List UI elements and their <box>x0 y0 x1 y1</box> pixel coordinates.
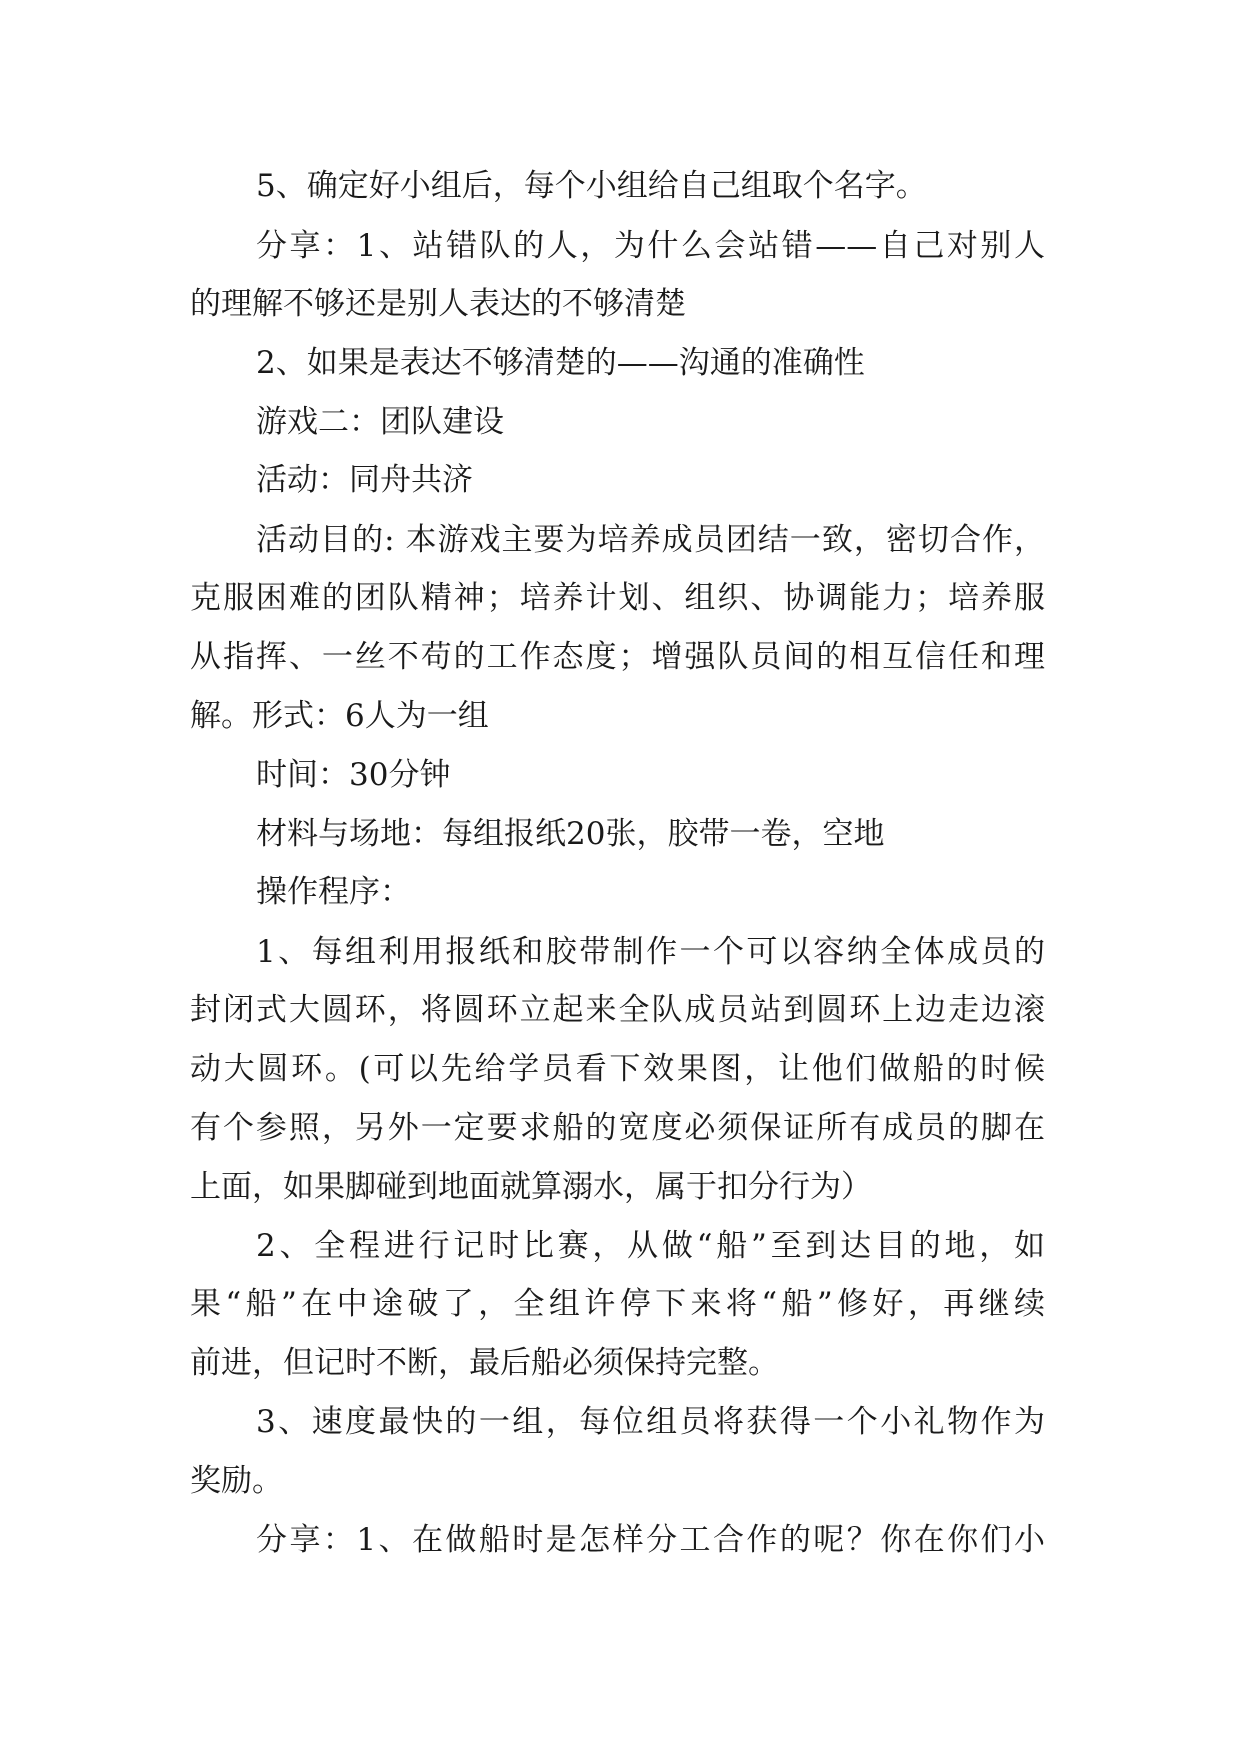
paragraph-line: 的理解不够还是别人表达的不够清楚 <box>190 286 686 322</box>
paragraph-line: 时间：30分钟 <box>256 757 451 793</box>
paragraph-line: 2、如果是表达不够清楚的——沟通的准确性 <box>256 345 865 381</box>
paragraph-line: 材料与场地：每组报纸20张，胶带一卷，空地 <box>256 816 885 852</box>
paragraph-line: 分享：1、在做船时是怎样分工合作的呢？你在你们小 <box>256 1522 1045 1558</box>
paragraph-line: 从指挥、一丝不苟的工作态度；增强队员间的相互信任和理 <box>190 639 1045 675</box>
paragraph-line: 上面，如果脚碰到地面就算溺水，属于扣分行为） <box>190 1169 872 1205</box>
paragraph-line: 有个参照，另外一定要求船的宽度必须保证所有成员的脚在 <box>190 1110 1045 1146</box>
paragraph-line: 解。形式：6人为一组 <box>190 698 489 734</box>
paragraph-line: 封闭式大圆环，将圆环立起来全队成员站到圆环上边走边滚 <box>190 992 1045 1028</box>
paragraph-line: 1、每组利用报纸和胶带制作一个可以容纳全体成员的 <box>256 934 1045 970</box>
paragraph-line: 动大圆环。(可以先给学员看下效果图，让他们做船的时候 <box>190 1051 1045 1087</box>
paragraph-line: 克服困难的团队精神；培养计划、组织、协调能力；培养服 <box>190 580 1045 616</box>
paragraph-line: 活动目的: 本游戏主要为培养成员团结一致，密切合作， <box>256 522 1045 558</box>
paragraph-line: 果“船”在中途破了，全组许停下来将“船”修好，再继续 <box>190 1286 1045 1322</box>
paragraph-line: 2、全程进行记时比赛，从做“船”至到达目的地，如 <box>256 1228 1045 1264</box>
paragraph-line: 奖励。 <box>190 1463 283 1499</box>
section-heading: 游戏二：团队建设 <box>256 404 504 440</box>
paragraph-line: 前进，但记时不断，最后船必须保持完整。 <box>190 1345 779 1381</box>
paragraph-line: 3、速度最快的一组，每位组员将获得一个小礼物作为 <box>256 1404 1045 1440</box>
paragraph-line: 分享：1、站错队的人，为什么会站错——自己对别人 <box>256 228 1045 264</box>
paragraph-line: 5、确定好小组后，每个小组给自己组取个名字。 <box>256 168 927 204</box>
paragraph-line: 活动：同舟共济 <box>256 462 473 498</box>
paragraph-line: 操作程序： <box>256 874 411 910</box>
